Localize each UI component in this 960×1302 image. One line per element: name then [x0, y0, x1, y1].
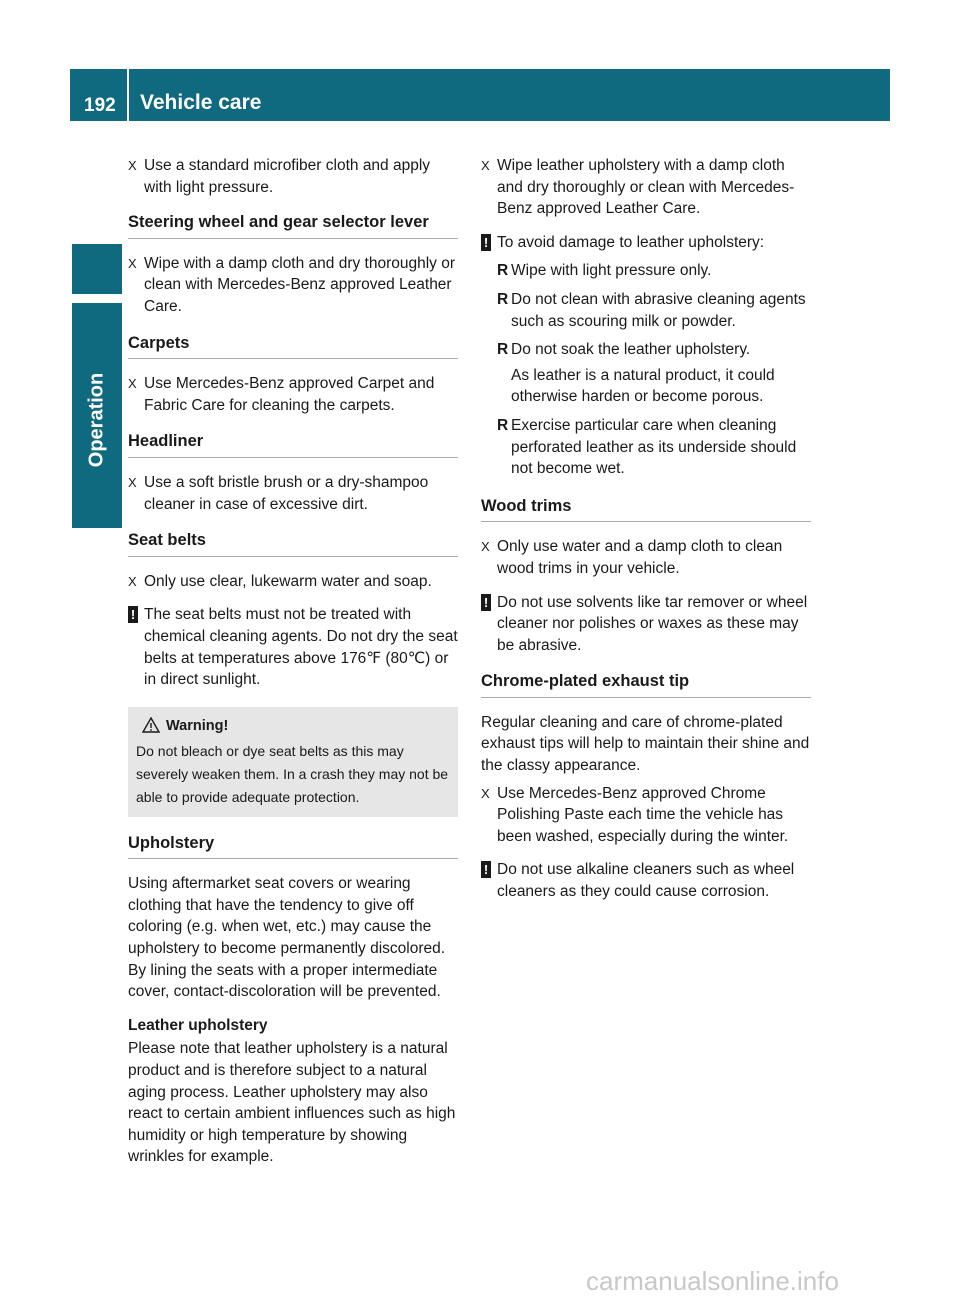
note-leather	[481, 232, 811, 254]
exclamation-icon: !	[481, 594, 491, 611]
bullet-subtext: As leather is a natural product, it could otherwise harden or become porous.	[511, 366, 775, 406]
step-leather	[481, 155, 811, 220]
note-chrome	[481, 859, 811, 902]
left-column	[128, 155, 458, 1168]
step-wood	[481, 536, 811, 579]
section-heading-wood: Wood trims	[481, 496, 811, 523]
exclamation-icon: !	[481, 234, 491, 251]
step-seatbelts	[128, 571, 458, 593]
step-arrow-icon: X	[128, 158, 137, 173]
page-number: 192	[84, 95, 116, 116]
bullet-item	[481, 260, 811, 282]
step-arrow-icon: X	[481, 785, 490, 801]
bullet-icon: R	[497, 341, 509, 359]
step-text: Use Mercedes-Benz approved Carpet and Fabric Care for cleaning the carpets.	[144, 375, 435, 414]
note-text: The seat belts must not be treated with chemical cleaning agents. Do not dry the seat belts at temperatures above 176℉ (80℃) or in direct sunlight.	[144, 606, 458, 689]
step-arrow-icon: X	[128, 255, 137, 271]
warning-title-text: Warning!	[166, 717, 229, 734]
step-headliner	[128, 472, 458, 515]
section-heading-carpets: Carpets	[128, 333, 458, 360]
section-heading-headliner: Headliner	[128, 431, 458, 458]
step-arrow-icon: X	[128, 376, 137, 392]
step-text: Use a soft bristle brush or a dry-shampoo cleaner in case of excessive dirt.	[144, 473, 429, 513]
warning-title	[136, 715, 450, 738]
step-text: Use a standard microfiber cloth and apply with light pressure.	[144, 157, 431, 196]
section-heading-steering: Steering wheel and gear selector lever	[128, 212, 458, 239]
step-chrome	[481, 783, 811, 848]
warning-triangle-icon	[142, 717, 160, 733]
watermark: carmanualsonline.info	[586, 1266, 839, 1296]
section-heading-seatbelts: Seat belts	[128, 530, 458, 557]
bullet-text: Do not soak the leather upholstery.	[511, 341, 751, 359]
bullet-item	[481, 415, 811, 480]
bullet-icon: R	[497, 262, 509, 280]
section-heading-upholstery: Upholstery	[128, 833, 458, 860]
upholstery-paragraph: Using aftermarket seat covers or wearing clothing that have the tendency to give off coloring (e.g. when wet, etc.) may cause the upholstery to become permanently discolored. By lining the seats with a proper intermediate cover, contact-discoloration will be prevented.	[128, 875, 446, 1001]
page-title: Vehicle care	[140, 91, 262, 114]
chrome-paragraph: Regular cleaning and care of chrome-plated exhaust tips will help to maintain their shine and the classy appearance.	[481, 713, 810, 775]
step-arrow-icon: X	[481, 539, 490, 555]
step-text: Only use water and a damp cloth to clean wood trims in your vehicle.	[497, 538, 783, 577]
note-text: Do not use alkaline cleaners such as wheel cleaners as they could cause corrosion.	[497, 861, 795, 901]
right-column	[481, 155, 811, 903]
step-steering	[128, 253, 458, 318]
step-arrow-icon: X	[481, 158, 490, 173]
bullet-icon: R	[497, 416, 509, 434]
side-tab-marker	[72, 244, 122, 294]
bullet-item	[481, 339, 811, 361]
warning-text: Do not bleach or dye seat belts as this may severely weaken them. In a crash they may not be able to provide adequate protection.	[136, 742, 449, 805]
side-tab-label: Operation	[85, 372, 108, 468]
header-divider	[127, 69, 129, 121]
step-microfiber	[128, 155, 458, 198]
step-text: Use Mercedes-Benz approved Chrome Polishing Paste each time the vehicle has been washed, especially during the winter.	[497, 784, 789, 845]
note-text: To avoid damage to leather upholstery:	[497, 233, 765, 251]
step-text: Only use clear, lukewarm water and soap.	[144, 572, 432, 590]
bullet-text: Exercise particular care when cleaning perforated leather as its underside should not become wet.	[511, 416, 797, 478]
step-text: Wipe leather upholstery with a damp cloth and dry thoroughly or clean with Mercedes-Benz approved Leather Care.	[497, 157, 795, 218]
bullet-text: Do not clean with abrasive cleaning agents such as scouring milk or powder.	[511, 290, 806, 330]
note-wood	[481, 592, 811, 657]
warning-box	[128, 707, 458, 817]
note-seatbelts	[128, 604, 458, 690]
step-arrow-icon: X	[128, 573, 137, 589]
subheading-leather: Leather upholstery	[128, 1016, 268, 1034]
leather-paragraph: Please note that leather upholstery is a natural product and is therefore subject to a natural aging process. Leather upholstery may also react to certain ambient influences such as high humidity or high temperature by showing wrinkles for example.	[128, 1040, 456, 1166]
bullet-text: Wipe with light pressure only.	[511, 262, 712, 280]
step-carpets	[128, 373, 458, 416]
bullet-icon: R	[497, 290, 509, 308]
note-text: Do not use solvents like tar remover or wheel cleaner nor polishes or waxes as these may be abrasive.	[497, 593, 808, 654]
section-heading-chrome: Chrome-plated exhaust tip	[481, 671, 811, 698]
step-text: Wipe with a damp cloth and dry thoroughly or clean with Mercedes-Benz approved Leather Care.	[144, 254, 456, 315]
bullet-item	[481, 289, 811, 332]
exclamation-icon: !	[128, 606, 138, 623]
step-arrow-icon: X	[128, 474, 137, 490]
exclamation-icon: !	[481, 861, 491, 878]
